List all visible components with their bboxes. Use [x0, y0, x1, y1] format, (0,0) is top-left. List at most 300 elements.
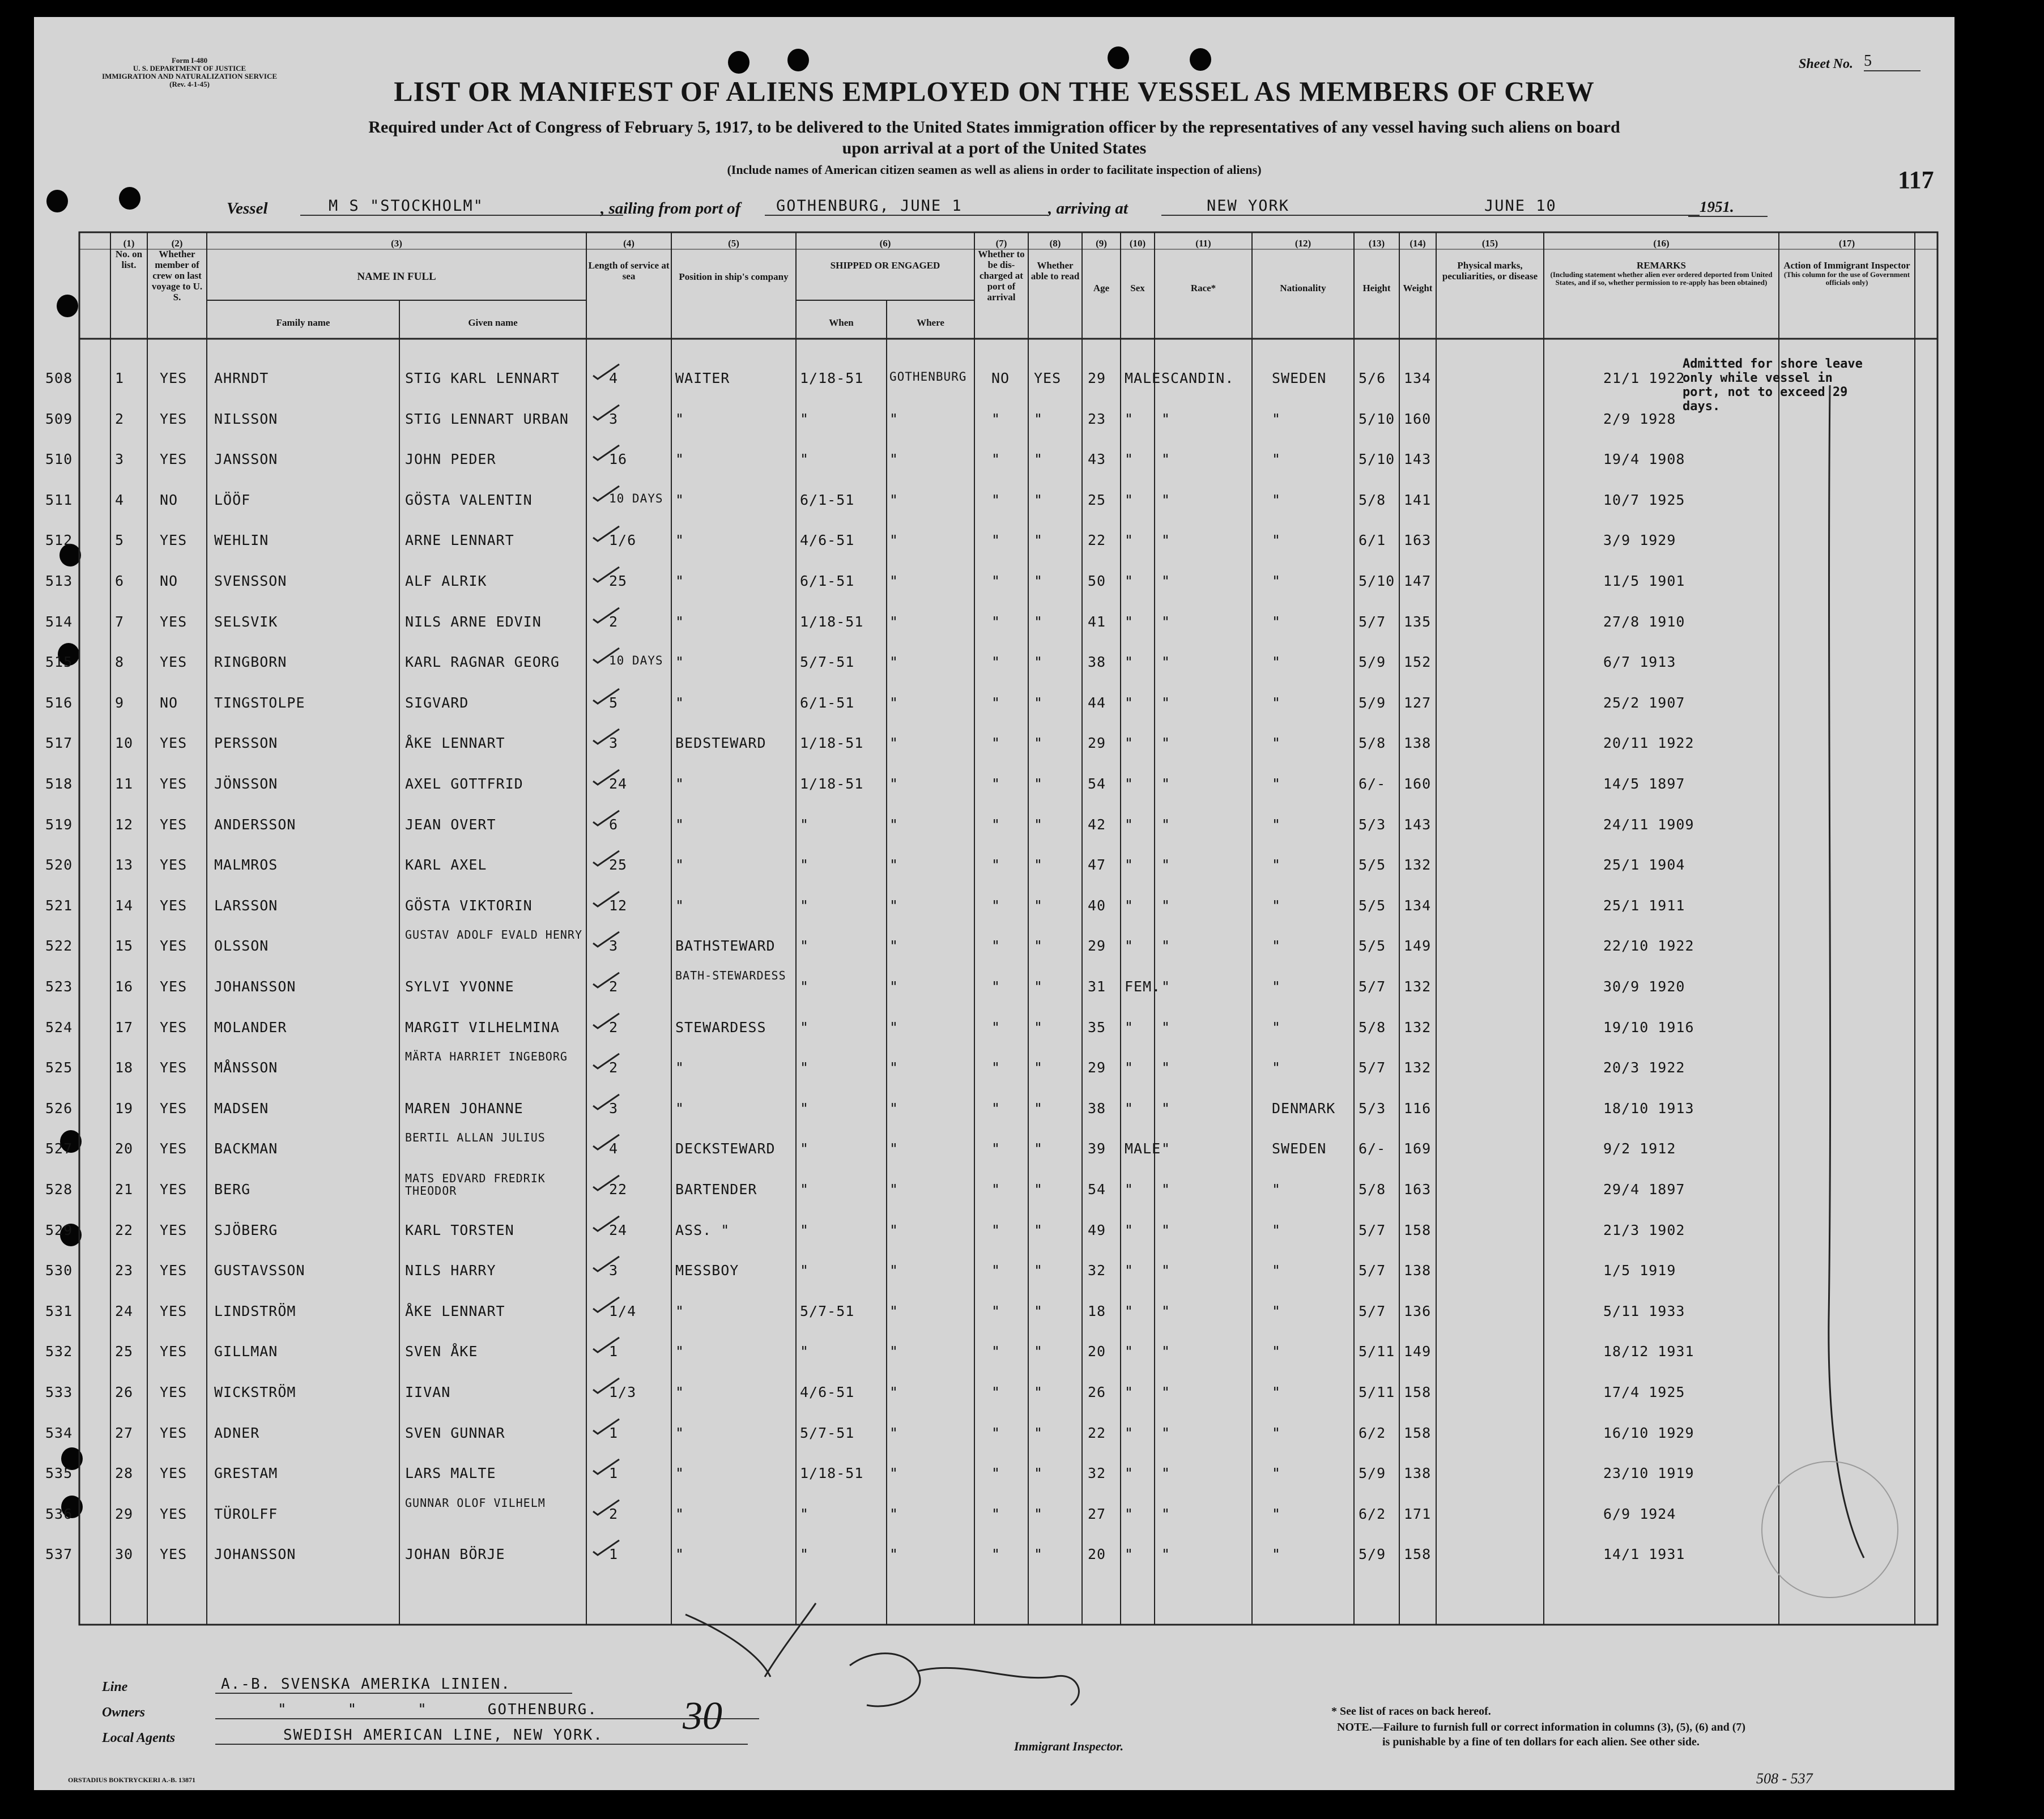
- given-name-cell: NILS HARRY: [405, 1262, 496, 1279]
- nationality-cell: ": [1272, 857, 1281, 874]
- table-row: [34, 1293, 1954, 1334]
- age-cell: 54: [1088, 1181, 1106, 1198]
- remarks-cell: 25/2 1907: [1603, 694, 1685, 711]
- age-cell: 25: [1088, 491, 1106, 508]
- age-cell: 32: [1088, 1465, 1106, 1482]
- table-row: [34, 1536, 1954, 1577]
- position-cell: WAITER: [675, 370, 730, 386]
- position-cell: ": [675, 1505, 685, 1522]
- race-cell: ": [1161, 1221, 1171, 1238]
- sex-cell: ": [1125, 613, 1134, 630]
- line-number: 523: [45, 978, 73, 995]
- last-voyage-cell: YES: [160, 654, 188, 671]
- nationality-cell: ": [1272, 1424, 1281, 1441]
- row-number: 22: [115, 1221, 134, 1238]
- race-cell: ": [1161, 573, 1171, 589]
- service-length-cell: 3: [609, 1100, 619, 1117]
- discharged-cell: ": [991, 1019, 1001, 1036]
- last-voyage-cell: YES: [160, 776, 188, 792]
- last-voyage-cell: YES: [160, 938, 188, 955]
- given-name-cell: GUSTAV ADOLF EVALD HENRY: [405, 928, 582, 942]
- last-voyage-cell: YES: [160, 1140, 188, 1157]
- col-label: Race*: [1190, 283, 1216, 293]
- family-name-cell: MALMROS: [214, 857, 278, 874]
- sex-cell: ": [1125, 1546, 1134, 1563]
- height-cell: 5/7: [1359, 1221, 1386, 1238]
- table-row: [34, 846, 1954, 887]
- given-name-cell: MAREN JOHANNE: [405, 1100, 523, 1117]
- family-name-cell: WEHLIN: [214, 532, 269, 549]
- weight-cell: 149: [1404, 938, 1432, 955]
- col-num: (10): [1129, 238, 1146, 249]
- last-voyage-cell: YES: [160, 1465, 188, 1482]
- remarks-cell: 30/9 1920: [1603, 978, 1685, 995]
- check-mark-icon: [592, 688, 620, 705]
- check-mark-icon: [592, 1539, 620, 1556]
- remarks-cell: 6/7 1913: [1603, 654, 1676, 671]
- able-to-read-cell: YES: [1034, 370, 1062, 386]
- height-cell: 5/8: [1359, 491, 1386, 508]
- col-13-header: [1354, 238, 1399, 293]
- race-cell: ": [1161, 694, 1171, 711]
- weight-cell: 160: [1404, 776, 1432, 792]
- remarks-cell: 6/9 1924: [1603, 1505, 1676, 1522]
- able-to-read-cell: ": [1034, 1302, 1044, 1319]
- line-number: 535: [45, 1465, 73, 1482]
- position-cell: ": [675, 410, 685, 427]
- line-number: 528: [45, 1181, 73, 1198]
- sex-cell: ": [1125, 491, 1134, 508]
- col-num: (12): [1294, 238, 1311, 249]
- remarks-cell: 20/11 1922: [1603, 735, 1694, 752]
- sex-cell: ": [1125, 1262, 1134, 1279]
- service-length-cell: 12: [609, 897, 628, 914]
- position-cell: ": [675, 654, 685, 671]
- age-cell: 20: [1088, 1546, 1106, 1563]
- table-row: [34, 1496, 1954, 1536]
- age-cell: 29: [1088, 1059, 1106, 1076]
- age-cell: 41: [1088, 613, 1106, 630]
- printer-imprint: ORSTADIUS BOKTRYCKERI A.-B. 13871: [68, 1776, 196, 1784]
- family-name-cell: GRESTAM: [214, 1465, 278, 1482]
- sex-cell: FEM.: [1125, 978, 1161, 995]
- check-mark-icon: [592, 850, 620, 867]
- row-number: 21: [115, 1181, 134, 1198]
- service-length-cell: 1/4: [609, 1302, 637, 1319]
- shipped-where-cell: ": [889, 978, 899, 995]
- service-length-cell: 2: [609, 1059, 619, 1076]
- shipped-where-cell: ": [889, 613, 899, 630]
- age-cell: 40: [1088, 897, 1106, 914]
- col-9-header: [1082, 238, 1121, 293]
- row-number: 2: [115, 410, 125, 427]
- check-mark-icon: [592, 891, 620, 908]
- sex-cell: MALE: [1125, 1140, 1161, 1157]
- position-cell: ": [675, 1384, 685, 1400]
- col-label: Position in ship's company: [679, 271, 789, 282]
- age-cell: 18: [1088, 1302, 1106, 1319]
- last-voyage-cell: YES: [160, 857, 188, 874]
- able-to-read-cell: ": [1034, 613, 1044, 630]
- nationality-cell: ": [1272, 1221, 1281, 1238]
- position-cell: ": [675, 1302, 685, 1319]
- check-mark-icon: [592, 1255, 620, 1272]
- sex-cell: ": [1125, 694, 1134, 711]
- table-row: [34, 563, 1954, 603]
- remarks-cell: 5/11 1933: [1603, 1302, 1685, 1319]
- table-row: [34, 522, 1954, 563]
- shipped-where-cell: ": [889, 1019, 899, 1036]
- sex-cell: ": [1125, 1424, 1134, 1441]
- check-mark-icon: [592, 566, 620, 583]
- race-cell: ": [1161, 978, 1171, 995]
- service-length-cell: 10 DAYS: [609, 491, 663, 505]
- weight-cell: 152: [1404, 654, 1432, 671]
- owners-label: Owners: [102, 1705, 146, 1720]
- col-8-header: [1028, 238, 1082, 282]
- age-cell: 43: [1088, 451, 1106, 468]
- family-name-cell: WICKSTRÖM: [214, 1384, 296, 1400]
- race-cell: ": [1161, 938, 1171, 955]
- nationality-cell: ": [1272, 1262, 1281, 1279]
- position-cell: ": [675, 1100, 685, 1117]
- line-number: 534: [45, 1424, 73, 1441]
- col-label: Whether member of crew on last voyage to U. S.: [151, 249, 203, 303]
- given-name-cell: STIG KARL LENNART: [405, 370, 560, 386]
- remarks-cell: 3/9 1929: [1603, 532, 1676, 549]
- sex-cell: ": [1125, 735, 1134, 752]
- col-label: REMARKS: [1637, 260, 1686, 271]
- given-name-cell: KARL TORSTEN: [405, 1221, 514, 1238]
- row-number: 16: [115, 978, 134, 995]
- discharged-cell: ": [991, 816, 1001, 833]
- height-cell: 5/11: [1359, 1384, 1395, 1400]
- last-voyage-cell: YES: [160, 1059, 188, 1076]
- table-row: [34, 684, 1954, 725]
- last-voyage-cell: YES: [160, 1100, 188, 1117]
- row-number: 7: [115, 613, 125, 630]
- weight-cell: 158: [1404, 1221, 1432, 1238]
- family-name-cell: LINDSTRÖM: [214, 1302, 296, 1319]
- given-name-cell: LARS MALTE: [405, 1465, 496, 1482]
- weight-cell: 163: [1404, 1181, 1432, 1198]
- last-voyage-cell: YES: [160, 1424, 188, 1441]
- line-label: Line: [102, 1680, 128, 1694]
- race-cell: ": [1161, 451, 1171, 468]
- remarks-cell: 18/12 1931: [1603, 1343, 1694, 1360]
- shipped-where-cell: ": [889, 410, 899, 427]
- race-cell: ": [1161, 1019, 1171, 1036]
- given-name-cell: GÖSTA VIKTORIN: [405, 897, 533, 914]
- height-cell: 5/9: [1359, 654, 1386, 671]
- service-length-cell: 24: [609, 1221, 628, 1238]
- height-cell: 5/9: [1359, 1465, 1386, 1482]
- remarks-cell: 10/7 1925: [1603, 491, 1685, 508]
- height-cell: 5/3: [1359, 816, 1386, 833]
- line-number: 512: [45, 532, 73, 549]
- height-cell: 5/7: [1359, 978, 1386, 995]
- check-mark-icon: [592, 1215, 620, 1232]
- last-voyage-cell: YES: [160, 978, 188, 995]
- shipped-when-cell: ": [800, 938, 810, 955]
- given-name-cell: MATS EDVARD FREDRIK THEODOR: [405, 1172, 546, 1198]
- service-length-cell: 1/6: [609, 532, 637, 549]
- fine-note-1: NOTE.—Failure to furnish full or correct information in columns (3), (5), (6) and (7): [1337, 1721, 1746, 1733]
- col-1-header: [110, 238, 147, 270]
- agents-value: SWEDISH AMERICAN LINE, NEW YORK.: [215, 1727, 748, 1745]
- race-cell: ": [1161, 897, 1171, 914]
- age-cell: 49: [1088, 1221, 1106, 1238]
- row-number: 29: [115, 1505, 134, 1522]
- sex-cell: ": [1125, 938, 1134, 955]
- weight-cell: 160: [1404, 410, 1432, 427]
- remarks-cell: 27/8 1910: [1603, 613, 1685, 630]
- shipped-where-cell: ": [889, 735, 899, 752]
- family-name-cell: MÅNSSON: [214, 1059, 278, 1076]
- service-length-cell: 16: [609, 451, 628, 468]
- last-voyage-cell: YES: [160, 1546, 188, 1563]
- check-mark-icon: [592, 972, 620, 989]
- line-number: 508: [45, 370, 73, 386]
- family-name-cell: ANDERSSON: [214, 816, 296, 833]
- family-name-cell: BERG: [214, 1181, 251, 1198]
- sex-cell: ": [1125, 1059, 1134, 1076]
- col-num: (6): [879, 238, 891, 249]
- weight-cell: 138: [1404, 1262, 1432, 1279]
- able-to-read-cell: ": [1034, 1140, 1044, 1157]
- discharged-cell: ": [991, 451, 1001, 468]
- col-num: (11): [1195, 238, 1211, 249]
- discharged-cell: ": [991, 532, 1001, 549]
- remarks-cell: 21/3 1902: [1603, 1221, 1685, 1238]
- position-cell: BATHSTEWARD: [675, 938, 776, 955]
- check-mark-icon: [592, 404, 620, 421]
- family-name-cell: TINGSTOLPE: [214, 694, 305, 711]
- able-to-read-cell: ": [1034, 1465, 1044, 1482]
- weight-cell: 171: [1404, 1505, 1432, 1522]
- line-number: 527: [45, 1140, 73, 1157]
- row-number: 1: [115, 370, 125, 386]
- row-number: 11: [115, 776, 134, 792]
- sex-cell: ": [1125, 1302, 1134, 1319]
- sex-cell: ": [1125, 1100, 1134, 1117]
- weight-cell: 132: [1404, 1059, 1432, 1076]
- race-cell: ": [1161, 1100, 1171, 1117]
- remarks-cell: 14/1 1931: [1603, 1546, 1685, 1563]
- able-to-read-cell: ": [1034, 1221, 1044, 1238]
- remarks-cell: 21/1 1922: [1603, 370, 1685, 386]
- remarks-cell: 23/10 1919: [1603, 1465, 1694, 1482]
- nationality-cell: ": [1272, 735, 1281, 752]
- family-name-cell: TÜROLFF: [214, 1505, 278, 1522]
- height-cell: 5/10: [1359, 410, 1395, 427]
- shipped-where-cell: ": [889, 532, 899, 549]
- line-number: 532: [45, 1343, 73, 1360]
- discharged-cell: ": [991, 1181, 1001, 1198]
- given-name-cell: STIG LENNART URBAN: [405, 410, 569, 427]
- position-cell: ": [675, 1424, 685, 1441]
- shipped-when-cell: 6/1-51: [800, 491, 855, 508]
- check-mark-icon: [592, 1458, 620, 1475]
- last-voyage-cell: YES: [160, 897, 188, 914]
- row-number: 14: [115, 897, 134, 914]
- shipped-when-cell: ": [800, 1100, 810, 1117]
- able-to-read-cell: ": [1034, 1059, 1044, 1076]
- col-2-header: [147, 238, 207, 303]
- able-to-read-cell: ": [1034, 1100, 1044, 1117]
- service-length-cell: 3: [609, 1262, 619, 1279]
- remarks-cell: 11/5 1901: [1603, 573, 1685, 589]
- check-mark-icon: [592, 1499, 620, 1516]
- age-cell: 22: [1088, 532, 1106, 549]
- able-to-read-cell: ": [1034, 776, 1044, 792]
- weight-cell: 143: [1404, 451, 1432, 468]
- nationality-cell: ": [1272, 1465, 1281, 1482]
- given-name-cell: SVEN ÅKE: [405, 1343, 478, 1360]
- height-cell: 6/-: [1359, 776, 1386, 792]
- family-name-cell: LARSSON: [214, 897, 278, 914]
- check-mark-icon: [592, 607, 620, 624]
- line-number: 526: [45, 1100, 73, 1117]
- sex-cell: ": [1125, 1019, 1134, 1036]
- sex-cell: ": [1125, 573, 1134, 589]
- shipped-where-cell: ": [889, 694, 899, 711]
- discharged-cell: ": [991, 1221, 1001, 1238]
- arrival-port: NEW YORK: [1161, 197, 1484, 216]
- nationality-cell: ": [1272, 410, 1281, 427]
- given-name-cell: JEAN OVERT: [405, 816, 496, 833]
- col-num: (15): [1481, 238, 1498, 249]
- position-cell: ": [675, 897, 685, 914]
- age-cell: 32: [1088, 1262, 1106, 1279]
- nationality-cell: ": [1272, 573, 1281, 589]
- sex-cell: ": [1125, 654, 1134, 671]
- shipped-when-cell: 4/6-51: [800, 1384, 855, 1400]
- last-voyage-cell: NO: [160, 573, 178, 589]
- service-length-cell: 25: [609, 857, 628, 874]
- age-cell: 38: [1088, 654, 1106, 671]
- sailing-label: , sailing from port of: [601, 199, 741, 218]
- table-row: [34, 1090, 1954, 1131]
- line-number: 525: [45, 1059, 73, 1076]
- sex-cell: ": [1125, 857, 1134, 874]
- col-note: (Including statement whether alien ever ordered deported from United States, and if so, whether permission to re-apply has been obtained): [1550, 270, 1773, 287]
- col-label: Sex: [1130, 283, 1145, 293]
- given-name-cell: MARGIT VILHELMINA: [405, 1019, 560, 1036]
- discharged-cell: ": [991, 897, 1001, 914]
- row-number: 24: [115, 1302, 134, 1319]
- check-mark-icon: [592, 728, 620, 745]
- line-number: 511: [45, 491, 73, 508]
- race-cell: ": [1161, 613, 1171, 630]
- discharged-cell: ": [991, 1262, 1001, 1279]
- shipped-when-cell: ": [800, 1181, 810, 1198]
- given-name-cell: KARL RAGNAR GEORG: [405, 654, 560, 671]
- position-cell: ": [675, 1059, 685, 1076]
- shipped-where-cell: ": [889, 857, 899, 874]
- given-name-cell: GUNNAR OLOF VILHELM: [405, 1496, 546, 1510]
- shipped-when-cell: 1/18-51: [800, 776, 864, 792]
- given-name-cell: ÅKE LENNART: [405, 1302, 505, 1319]
- col-17-header: [1779, 238, 1915, 287]
- row-number: 25: [115, 1343, 134, 1360]
- line-number: 510: [45, 451, 73, 468]
- height-cell: 6/2: [1359, 1505, 1386, 1522]
- check-mark-icon: [592, 485, 620, 502]
- form-ref-line: U. S. DEPARTMENT OF JUSTICE: [133, 64, 246, 73]
- discharged-cell: ": [991, 654, 1001, 671]
- row-number: 30: [115, 1546, 134, 1563]
- nationality-cell: ": [1272, 491, 1281, 508]
- race-cell: ": [1161, 1384, 1171, 1400]
- service-length-cell: 1: [609, 1424, 619, 1441]
- height-cell: 5/8: [1359, 735, 1386, 752]
- col-num: (5): [728, 238, 739, 249]
- remarks-cell: 18/10 1913: [1603, 1100, 1694, 1117]
- family-name-cell: BACKMAN: [214, 1140, 278, 1157]
- col-10-header: [1121, 238, 1155, 293]
- able-to-read-cell: ": [1034, 1505, 1044, 1522]
- vessel-label: Vessel: [227, 199, 268, 218]
- subtitle-act: Required under Act of Congress of February 5, 1917, to be delivered to the United States immigration officer by the representatives of any vessel having such aliens on board: [368, 118, 1620, 137]
- table-row: [34, 1252, 1954, 1293]
- col-6b-header: Where: [917, 317, 944, 328]
- shipped-where-cell: ": [889, 816, 899, 833]
- race-cell: ": [1161, 491, 1171, 508]
- shipped-where-cell: ": [889, 1140, 899, 1157]
- given-name-cell: JOHN PEDER: [405, 451, 496, 468]
- remarks-cell: 19/4 1908: [1603, 451, 1685, 468]
- service-length-cell: 3: [609, 410, 619, 427]
- check-mark-icon: [592, 1134, 620, 1151]
- position-cell: ": [675, 694, 685, 711]
- races-note: * See list of races on back hereof.: [1331, 1705, 1491, 1718]
- shipped-when-cell: 5/7-51: [800, 1302, 855, 1319]
- line-number: 529: [45, 1221, 73, 1238]
- family-name-cell: AHRNDT: [214, 370, 269, 386]
- age-cell: 35: [1088, 1019, 1106, 1036]
- height-cell: 5/6: [1359, 370, 1386, 386]
- weight-cell: 149: [1404, 1343, 1432, 1360]
- col-num: (4): [623, 238, 635, 249]
- discharged-cell: ": [991, 1059, 1001, 1076]
- shipped-when-cell: 4/6-51: [800, 532, 855, 549]
- row-number: 13: [115, 857, 134, 874]
- subtitle-arrival: upon arrival at a port of the United States: [842, 139, 1147, 157]
- able-to-read-cell: ": [1034, 735, 1044, 752]
- shipped-when-cell: ": [800, 1221, 810, 1238]
- col-num: (16): [1653, 238, 1670, 249]
- row-number: 8: [115, 654, 125, 671]
- nationality-cell: ": [1272, 776, 1281, 792]
- last-voyage-cell: NO: [160, 491, 178, 508]
- given-name-cell: ÅKE LENNART: [405, 735, 505, 752]
- owners-value: " " " GOTHENBURG.: [215, 1701, 759, 1719]
- discharged-cell: ": [991, 1424, 1001, 1441]
- sex-cell: ": [1125, 776, 1134, 792]
- sex-cell: ": [1125, 532, 1134, 549]
- weight-cell: 127: [1404, 694, 1432, 711]
- able-to-read-cell: ": [1034, 532, 1044, 549]
- sheet-label: Sheet No.: [1799, 57, 1853, 71]
- given-name-cell: AXEL GOTTFRID: [405, 776, 523, 792]
- family-name-cell: GILLMAN: [214, 1343, 278, 1360]
- check-mark-icon: [592, 769, 620, 786]
- sex-cell: MALE: [1125, 370, 1161, 386]
- position-cell: ": [675, 816, 685, 833]
- able-to-read-cell: ": [1034, 1181, 1044, 1198]
- col-3a-header: Family name: [276, 317, 330, 328]
